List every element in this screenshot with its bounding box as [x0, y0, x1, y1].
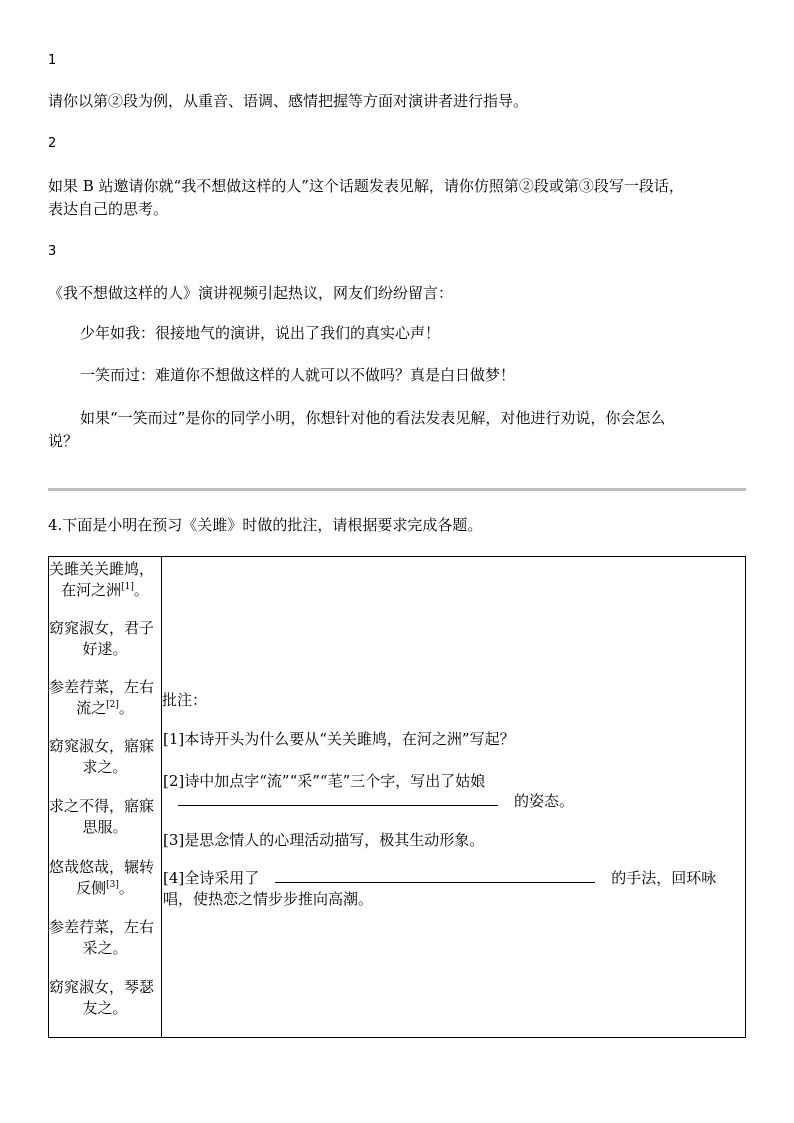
poem-line: 关雎关关雎鸠，: [49, 560, 155, 578]
poem-line: 在河之洲[1]。: [61, 581, 149, 599]
poem-couplet: [49, 796, 161, 838]
poem-line: 采之。: [82, 939, 128, 957]
annotation-2-line-1: [2]诗中加点字“流”“采”“芼”三个字，写出了姑娘: [163, 772, 486, 790]
poem-line: 求之。: [82, 758, 128, 776]
poem-couplet: [49, 977, 161, 1019]
annotation-label: 批注：: [162, 691, 208, 709]
poem-line: 悠哉悠哉，辗转: [49, 858, 155, 876]
question-3-number: 3: [48, 244, 57, 259]
annotation-4-line-2: 唱，使热恋之情步步推向高潮。: [163, 890, 374, 908]
question-2-number: 2: [48, 136, 57, 151]
poem-couplet: [49, 618, 161, 660]
poem-line: 求之不得，寤寐: [49, 797, 155, 815]
question-1-text: 请你以第②段为例，从重音、语调、感情把握等方面对演讲者进行指导。: [48, 92, 529, 110]
footnote-marker: [2]: [106, 700, 119, 710]
poem-annotation-table: [48, 556, 746, 1038]
question-3-comment-2: 一笑而过：难道你不想做这样的人就可以不做吗？真是白日做梦！: [80, 366, 516, 384]
poem-couplet: [49, 917, 161, 959]
footnote-marker: [3]: [106, 880, 119, 890]
annotation-3: [3]是思念情人的心理活动描写，极其生动形象。: [163, 831, 485, 849]
question-3-prompt-line-1: 如果“一笑而过”是你的同学小明，你想针对他的看法发表见解，对他进行劝说，你会怎么: [80, 409, 666, 427]
poem-column: [49, 557, 162, 1038]
question-2-line-2: 表达自己的思考。: [48, 200, 169, 218]
poem-couplet: [49, 857, 161, 899]
annotation-1: [1]本诗开头为什么要从“关关雎鸠，在河之洲”写起？: [163, 730, 515, 748]
question-3-comment-1: 少年如我：很接地气的演讲，说出了我们的真实心声！: [80, 324, 441, 342]
poem-couplet: [49, 559, 161, 601]
question-1-number: 1: [48, 53, 57, 68]
poem-line: 友之。: [82, 999, 128, 1017]
question-4-title: 4.下面是小明在预习《关雎》时做的批注，请根据要求完成各题。: [48, 516, 483, 534]
poem-line: 反侧[3]。: [76, 879, 134, 897]
poem-line: 参差荇菜，左右: [49, 918, 155, 936]
section-divider: [48, 488, 746, 491]
poem-line: 窈窕淑女，君子: [49, 619, 155, 637]
poem-line: 思服。: [82, 818, 128, 836]
question-3-intro: 《我不想做这样的人》演讲视频引起热议，网友们纷纷留言：: [48, 284, 454, 302]
annotation-2-line-2: 的姿态。: [178, 790, 574, 811]
answer-blank-4[interactable]: [275, 868, 595, 883]
poem-line: 窈窕淑女，寤寐: [49, 737, 155, 755]
question-3-prompt-line-2: 说？: [48, 432, 79, 450]
poem-couplet: [49, 736, 161, 778]
poem-line: 好逑。: [82, 640, 128, 658]
poem-couplet: [49, 677, 161, 719]
poem-line: 参差荇菜，左右: [49, 678, 155, 696]
annotation-column: [162, 557, 746, 1038]
answer-blank-2[interactable]: [178, 791, 498, 806]
poem-line: 窈窕淑女，琴瑟: [49, 978, 155, 996]
question-2-line-1: 如果 B 站邀请你就“我不想做这样的人”这个话题发表见解，请你仿照第②段或第③段写一段话，: [48, 177, 684, 195]
poem-line: 流之[2]。: [76, 699, 134, 717]
annotation-4-line-1: [4]全诗采用了 的手法，回环咏: [163, 869, 717, 887]
footnote-marker: [1]: [121, 582, 134, 592]
